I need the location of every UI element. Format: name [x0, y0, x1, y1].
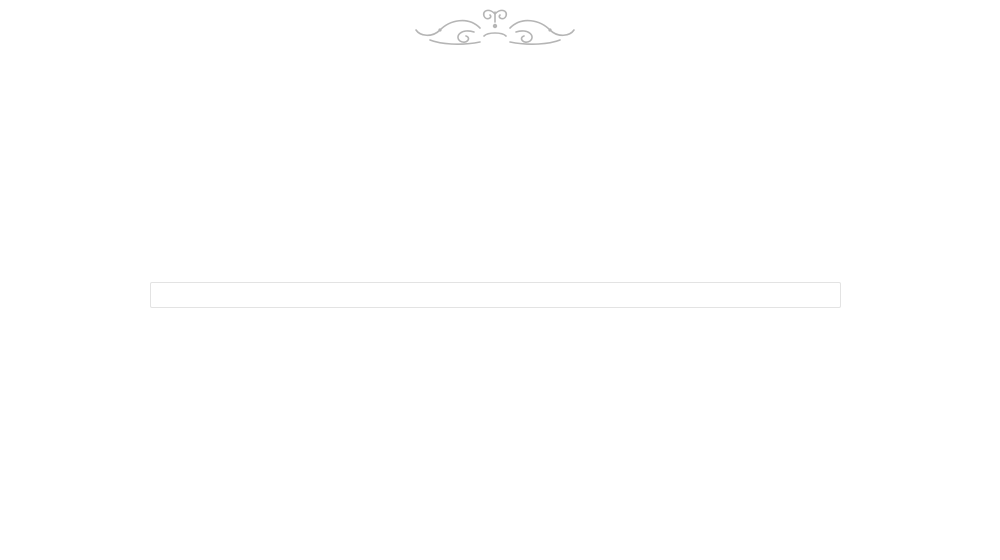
logo-ornament-icon — [410, 6, 580, 52]
site-logo[interactable] — [410, 6, 580, 76]
search-input[interactable] — [150, 282, 841, 308]
